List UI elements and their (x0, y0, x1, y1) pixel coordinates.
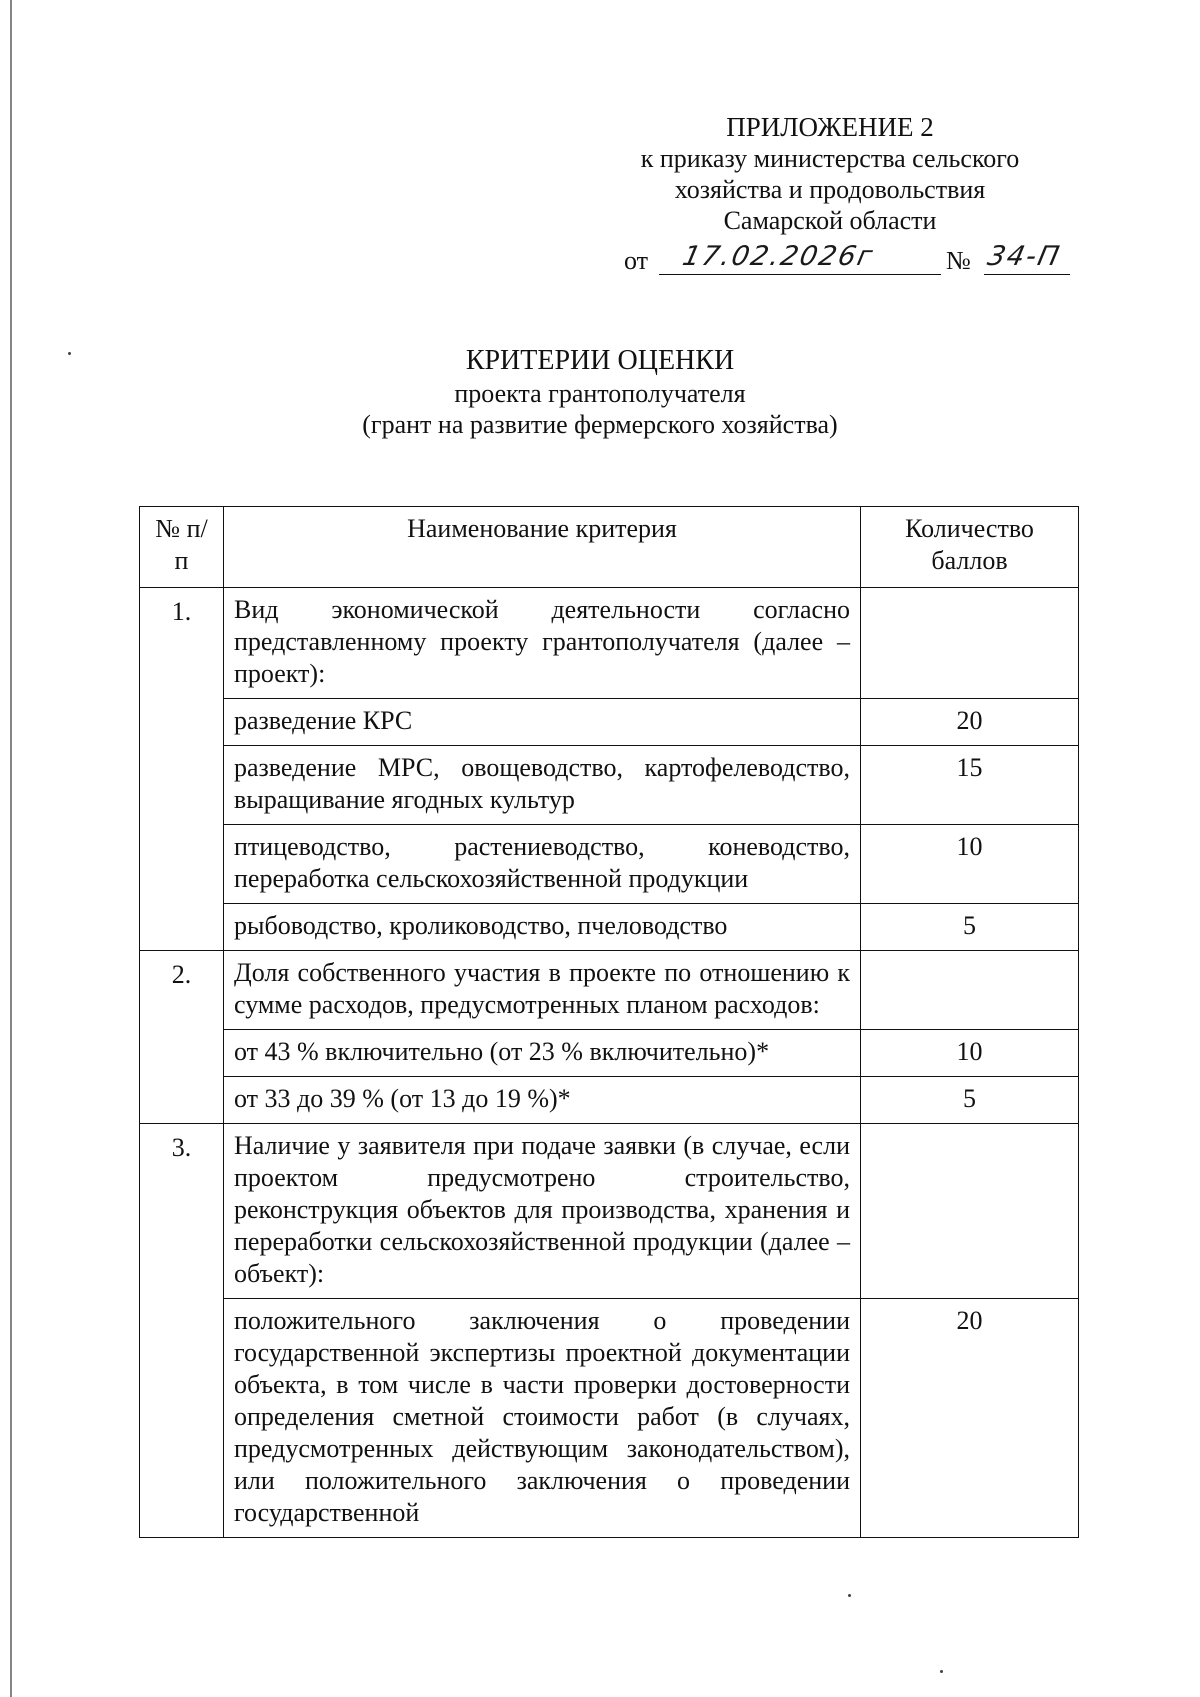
criterion-name: птицеводство, растениеводство, коневодство, переработка сельскохозяйственной продукции (224, 825, 861, 904)
row-number: 2. (140, 951, 224, 1124)
criterion-name: разведение КРС (224, 699, 861, 746)
criterion-points: 10 (861, 1030, 1079, 1077)
order-date-number-line (624, 242, 1074, 282)
scan-speck (848, 1594, 851, 1597)
number-field (984, 240, 1070, 275)
table-row (140, 1299, 1079, 1538)
criterion-points: 20 (861, 1299, 1079, 1538)
table-row (140, 588, 1079, 699)
appendix-block (590, 112, 1070, 236)
header-criterion-name: Наименование критерия (224, 507, 861, 588)
criterion-points: 20 (861, 699, 1079, 746)
date-prefix: от (624, 246, 649, 275)
handwritten-number: 34-П (984, 241, 1064, 272)
criterion-points: 5 (861, 904, 1079, 951)
row-number: 3. (140, 1124, 224, 1538)
table-row (140, 951, 1079, 1030)
table-row (140, 1077, 1079, 1124)
appendix-line-2: хозяйства и продовольствия (674, 175, 986, 204)
table-row (140, 825, 1079, 904)
criterion-name: Вид экономической деятельности согласно представленному проекту грантополучателя (далее – проект): (224, 588, 861, 699)
criterion-name: рыбоводство, кролиководство, пчеловодство (224, 904, 861, 951)
scan-edge-line (10, 0, 12, 1697)
criterion-points (861, 588, 1079, 699)
criterion-name: от 43 % включительно (от 23 % включительно)* (224, 1030, 861, 1077)
criterion-points: 10 (861, 825, 1079, 904)
document-subtitle-1: проекта грантополучателя (454, 379, 746, 408)
criterion-name: Наличие у заявителя при подаче заявки (в случае, если проектом предусмотрено строительство, реконструкция объектов для производства, хранения и переработки сельскохозяйственной продукции (далее – объект): (224, 1124, 861, 1299)
date-field (659, 240, 941, 275)
criterion-points (861, 1124, 1079, 1299)
table-header-row (140, 507, 1079, 588)
criterion-points: 15 (861, 746, 1079, 825)
document-subtitle-2: (грант на развитие фермерского хозяйства) (362, 410, 838, 439)
table-row (140, 746, 1079, 825)
header-number: № п/п (140, 507, 224, 588)
scan-speck (940, 1670, 943, 1673)
criterion-name: от 33 до 39 % (от 13 до 19 %)* (224, 1077, 861, 1124)
appendix-header: ПРИЛОЖЕНИЕ 2 (726, 112, 934, 142)
document-title-block (130, 344, 1070, 440)
criterion-points (861, 951, 1079, 1030)
criteria-table (139, 506, 1079, 1538)
criterion-name: положительного заключения о проведении государственной экспертизы проектной документации объекта, в том числе в части проверки достоверности определения сметной стоимости работ (в случаях, предусмотренных действующим законодательством), или положительного заключения о проведении государственной (224, 1299, 861, 1538)
scan-speck (68, 352, 71, 355)
row-number: 1. (140, 588, 224, 951)
table-row (140, 1124, 1079, 1299)
table-row (140, 904, 1079, 951)
criterion-points: 5 (861, 1077, 1079, 1124)
appendix-line-3: Самарской области (723, 206, 937, 235)
header-points: Количество баллов (861, 507, 1079, 588)
table-row (140, 699, 1079, 746)
criterion-name: разведение МРС, овощеводство, картофелеводство, выращивание ягодных культур (224, 746, 861, 825)
document-title: КРИТЕРИИ ОЦЕНКИ (465, 345, 735, 376)
number-prefix: № (946, 246, 971, 275)
handwritten-date: 17.02.2026г (679, 241, 878, 272)
table-row (140, 1030, 1079, 1077)
appendix-line-1: к приказу министерства сельского (640, 144, 1020, 173)
criterion-name: Доля собственного участия в проекте по отношению к сумме расходов, предусмотренных планом расходов: (224, 951, 861, 1030)
